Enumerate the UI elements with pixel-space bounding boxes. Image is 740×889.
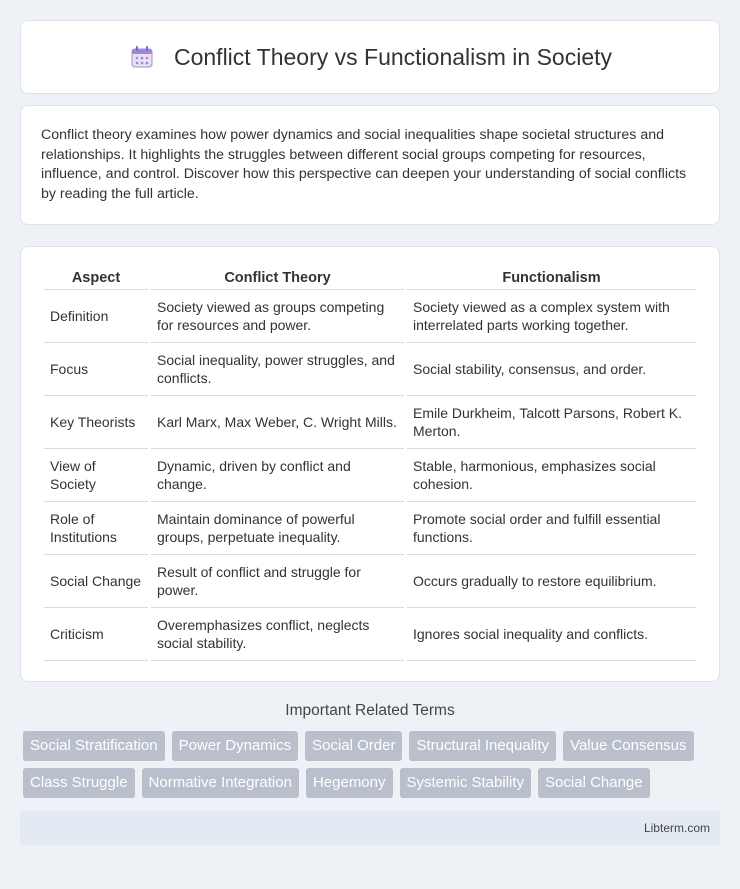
- table-row: [44, 449, 696, 502]
- row-conflict-theory: Result of conflict and struggle for power.: [151, 555, 404, 608]
- header: [20, 20, 720, 94]
- row-functionalism: Promote social order and fulfill essential functions.: [407, 502, 696, 555]
- footer: [20, 811, 720, 845]
- table-header-row: [44, 265, 696, 290]
- related-terms-tags: [20, 731, 720, 798]
- tag-systemic-stability[interactable]: Systemic Stability: [400, 768, 532, 798]
- row-functionalism: Stable, harmonious, emphasizes social cohesion.: [407, 449, 696, 502]
- tag-structural-inequality[interactable]: Structural Inequality: [409, 731, 556, 761]
- tag-value-consensus[interactable]: Value Consensus: [563, 731, 693, 761]
- row-functionalism: Ignores social inequality and conflicts.: [407, 608, 696, 661]
- tag-social-stratification[interactable]: Social Stratification: [23, 731, 165, 761]
- related-terms-title: Important Related Terms: [285, 702, 455, 719]
- row-aspect: Key Theorists: [44, 396, 148, 449]
- comparison-table: [41, 265, 699, 661]
- table-row: [44, 608, 696, 661]
- row-conflict-theory: Society viewed as groups competing for resources and power.: [151, 290, 404, 343]
- table-row: [44, 343, 696, 396]
- table-row: [44, 290, 696, 343]
- table-row: [44, 396, 696, 449]
- row-aspect: Focus: [44, 343, 148, 396]
- header-aspect: Aspect: [44, 265, 148, 290]
- comparison-table-card: [20, 246, 720, 682]
- row-aspect: Role of Institutions: [44, 502, 148, 555]
- footer-site-link[interactable]: Libterm.com: [643, 821, 710, 835]
- row-aspect: Criticism: [44, 608, 148, 661]
- page-title: Conflict Theory vs Functionalism in Society: [173, 43, 613, 70]
- intro-text: Conflict theory examines how power dynamics and social inequalities shape societal structures and relationships. It highlights the struggles between different social groups competing for resources, influence, and control. Discover how this perspective can deepen your understanding of social conflicts by reading the full article.: [41, 127, 687, 202]
- tag-normative-integration[interactable]: Normative Integration: [142, 768, 299, 798]
- tag-social-order[interactable]: Social Order: [305, 731, 402, 761]
- related-terms: [20, 702, 720, 798]
- tag-power-dynamics[interactable]: Power Dynamics: [172, 731, 299, 761]
- calendar-icon: [128, 43, 156, 71]
- row-conflict-theory: Overemphasizes conflict, neglects social stability.: [151, 608, 404, 661]
- header-functionalism: Functionalism: [407, 265, 696, 290]
- row-functionalism: Emile Durkheim, Talcott Parsons, Robert K. Merton.: [407, 396, 696, 449]
- tag-class-struggle[interactable]: Class Struggle: [23, 768, 135, 798]
- intro-card: [20, 105, 720, 225]
- row-conflict-theory: Maintain dominance of powerful groups, perpetuate inequality.: [151, 502, 404, 555]
- row-functionalism: Social stability, consensus, and order.: [407, 343, 696, 396]
- row-aspect: Definition: [44, 290, 148, 343]
- row-functionalism: Society viewed as a complex system with interrelated parts working together.: [407, 290, 696, 343]
- header-conflict-theory: Conflict Theory: [151, 265, 404, 290]
- row-conflict-theory: Dynamic, driven by conflict and change.: [151, 449, 404, 502]
- row-conflict-theory: Social inequality, power struggles, and conflicts.: [151, 343, 404, 396]
- row-aspect: Social Change: [44, 555, 148, 608]
- table-row: [44, 555, 696, 608]
- row-aspect: View of Society: [44, 449, 148, 502]
- tag-social-change[interactable]: Social Change: [538, 768, 650, 798]
- tag-hegemony[interactable]: Hegemony: [306, 768, 393, 798]
- table-row: [44, 502, 696, 555]
- row-functionalism: Occurs gradually to restore equilibrium.: [407, 555, 696, 608]
- row-conflict-theory: Karl Marx, Max Weber, C. Wright Mills.: [151, 396, 404, 449]
